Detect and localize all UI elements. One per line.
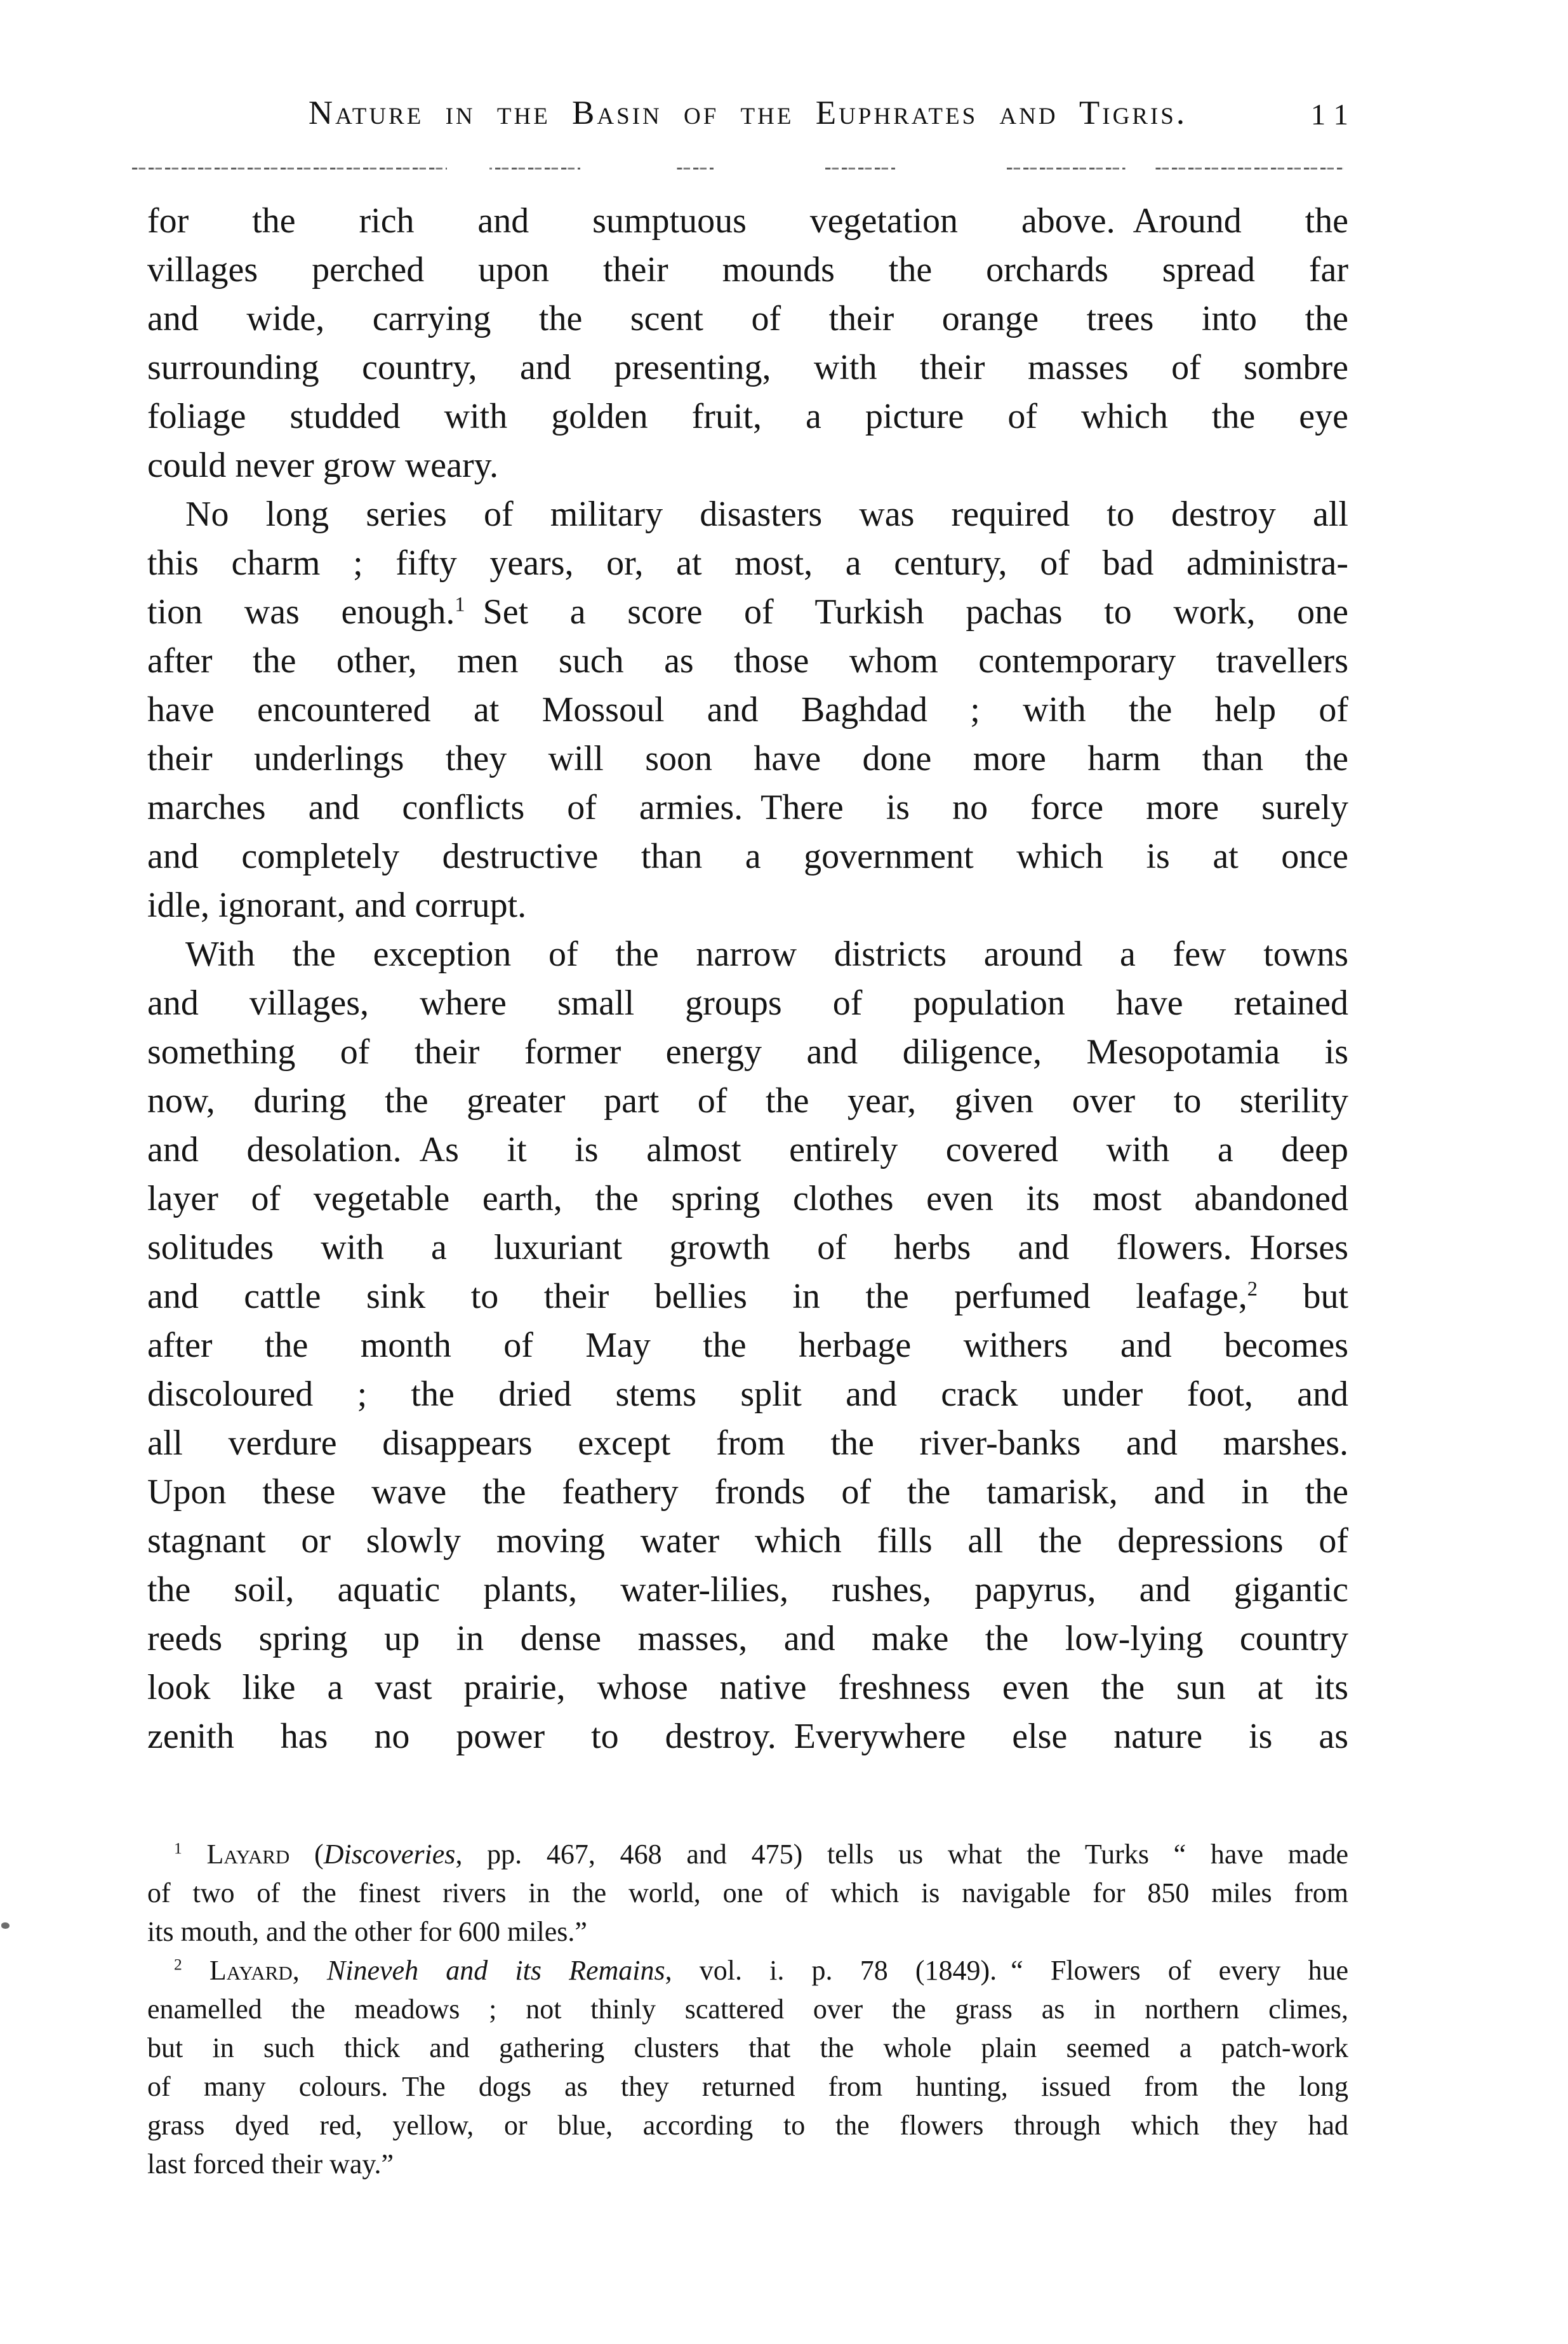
paragraph — [147, 490, 1348, 930]
scan-artifact — [1, 1922, 10, 1929]
text-line — [147, 490, 1348, 539]
text-line — [147, 1272, 1348, 1321]
text-line — [147, 246, 1348, 295]
text-segment: the soil, aquatic plants, water-lilies, rushes, papyrus, and gigantic — [147, 1570, 1348, 1609]
text-line — [147, 1566, 1348, 1615]
page-number: 11 — [1310, 98, 1357, 131]
italic-text: Discoveries — [323, 1839, 456, 1870]
text-line — [147, 1615, 1348, 1663]
text-line — [147, 1663, 1348, 1712]
text-line — [147, 295, 1348, 343]
text-segment: something of their former energy and diligence, Mesopotamia is — [147, 1032, 1348, 1072]
text-line — [147, 1951, 1348, 1990]
smallcaps-text: Layard — [182, 1839, 290, 1870]
text-segment: villages perched upon their mounds the orchards spread far — [147, 250, 1348, 290]
text-segment: and cattle sink to their bellies in the perfumed leafage, — [147, 1277, 1247, 1316]
text-line — [147, 1321, 1348, 1370]
text-line — [147, 832, 1348, 881]
text-line — [147, 1419, 1348, 1468]
paragraph — [147, 930, 1348, 1761]
text-line — [147, 1835, 1348, 1874]
paragraph — [147, 1835, 1348, 1951]
text-segment: Set a score of Turkish pachas to work, one — [465, 592, 1348, 632]
text-segment: zenith has no power to destroy. Everywhere else nature is as — [147, 1717, 1348, 1756]
running-head — [147, 94, 1357, 138]
text-segment: , vol. i. p. 78 (1849). “ Flowers of every hue — [665, 1955, 1348, 1986]
text-line — [147, 930, 1348, 979]
text-segment: after the month of May the herbage withers and becomes — [147, 1326, 1348, 1365]
header-rule — [132, 168, 1343, 170]
text-line — [147, 1028, 1348, 1077]
footnote-marker: 2 — [1247, 1277, 1258, 1301]
italic-text: Nineveh and its Remains — [326, 1955, 665, 1986]
footnote-marker: 1 — [455, 593, 465, 616]
page-title: Nature in the Basin of the Euphrates and Tigris. — [308, 95, 1188, 131]
text-line — [147, 2106, 1348, 2145]
text-segment: With the exception of the narrow districts around a few towns — [185, 935, 1348, 974]
text-line — [147, 1912, 1348, 1951]
text-line — [147, 637, 1348, 686]
text-segment: grass dyed red, yellow, or blue, according to the flowers through which they had — [147, 2110, 1348, 2141]
text-segment: stagnant or slowly moving water which fills all the depressions of — [147, 1521, 1348, 1561]
text-segment: for the rich and sumptuous vegetation above. Around the — [147, 201, 1348, 241]
text-line — [147, 2067, 1348, 2106]
text-line — [147, 343, 1348, 392]
footnotes-section — [147, 1835, 1348, 2183]
text-segment: No long series of military disasters was required to destroy all — [185, 495, 1348, 534]
text-segment: and villages, where small groups of population have retained — [147, 983, 1348, 1023]
text-segment: but — [1258, 1277, 1348, 1316]
text-segment: and completely destructive than a government which is at once — [147, 837, 1348, 876]
text-segment: enamelled the meadows ; not thinly scattered over the grass as in northern climes, — [147, 1994, 1348, 2025]
text-segment: after the other, men such as those whom contemporary travellers — [147, 641, 1348, 681]
text-line — [147, 441, 1348, 490]
text-line — [147, 2028, 1348, 2067]
text-line — [147, 881, 1348, 930]
text-line — [147, 2145, 1348, 2183]
text-segment: and desolation. As it is almost entirely covered with a deep — [147, 1130, 1348, 1169]
text-line — [147, 1468, 1348, 1517]
text-line — [147, 686, 1348, 735]
text-segment: tion was enough. — [147, 592, 455, 632]
text-line — [147, 1175, 1348, 1223]
text-segment: have encountered at Mossoul and Baghdad ; with the help of — [147, 690, 1348, 729]
text-segment: look like a vast prairie, whose native freshness even the sun at its — [147, 1668, 1348, 1707]
text-segment: now, during the greater part of the year, given over to sterility — [147, 1081, 1348, 1121]
text-line — [147, 1126, 1348, 1175]
text-line — [147, 392, 1348, 441]
text-segment: solitudes with a luxuriant growth of herbs and flowers. Horses — [147, 1228, 1348, 1267]
text-segment: foliage studded with golden fruit, a picture of which the eye — [147, 397, 1348, 436]
text-segment: marches and conflicts of armies. There is no force more surely — [147, 788, 1348, 827]
text-line — [147, 588, 1348, 637]
body-text — [147, 197, 1348, 1761]
text-segment: this charm ; fifty years, or, at most, a century, of bad administra- — [147, 543, 1348, 583]
text-segment: last forced their way.” — [147, 2148, 394, 2180]
text-line — [147, 1990, 1348, 2028]
text-line — [147, 197, 1348, 246]
text-segment: but in such thick and gathering clusters that the whole plain seemed a patch-work — [147, 2032, 1348, 2063]
text-segment: discoloured ; the dried stems split and crack under foot, and — [147, 1375, 1348, 1414]
text-segment: all verdure disappears except from the river-banks and marshes. — [147, 1423, 1348, 1463]
text-segment: their underlings they will soon have done more harm than the — [147, 739, 1348, 778]
text-segment: surrounding country, and presenting, with their masses of sombre — [147, 348, 1348, 387]
text-segment: its mouth, and the other for 600 miles.” — [147, 1916, 587, 1947]
paragraph — [147, 197, 1348, 490]
text-line — [147, 1370, 1348, 1419]
text-segment: of many colours. The dogs as they returned from hunting, issued from the long — [147, 2071, 1348, 2102]
text-line — [147, 1077, 1348, 1126]
text-line — [147, 539, 1348, 588]
text-segment: of two of the finest rivers in the world, one of which is navigable for 850 miles from — [147, 1877, 1348, 1908]
text-segment: and wide, carrying the scent of their orange trees into the — [147, 299, 1348, 338]
text-line — [147, 783, 1348, 832]
text-line — [147, 1517, 1348, 1566]
smallcaps-text: Layard — [182, 1955, 293, 1986]
text-segment: layer of vegetable earth, the spring clothes even its most abandoned — [147, 1179, 1348, 1218]
footnote-marker: 1 — [174, 1839, 182, 1858]
text-line — [147, 1223, 1348, 1272]
text-segment: Upon these wave the feathery fronds of the tamarisk, and in the — [147, 1472, 1348, 1512]
text-segment: idle, ignorant, and corrupt. — [147, 886, 527, 925]
text-segment: , pp. 467, 468 and 475) tells us what the Turks “ have made — [455, 1839, 1348, 1870]
text-line — [147, 1874, 1348, 1912]
paragraph — [147, 1951, 1348, 2183]
text-line — [147, 1712, 1348, 1761]
text-segment: could never grow weary. — [147, 446, 499, 485]
footnote-marker: 2 — [174, 1955, 182, 1974]
text-segment: reeds spring up in dense masses, and make the low-lying country — [147, 1619, 1348, 1658]
text-line — [147, 735, 1348, 783]
text-segment: ( — [289, 1839, 324, 1870]
text-line — [147, 979, 1348, 1028]
text-segment: , — [292, 1955, 327, 1986]
